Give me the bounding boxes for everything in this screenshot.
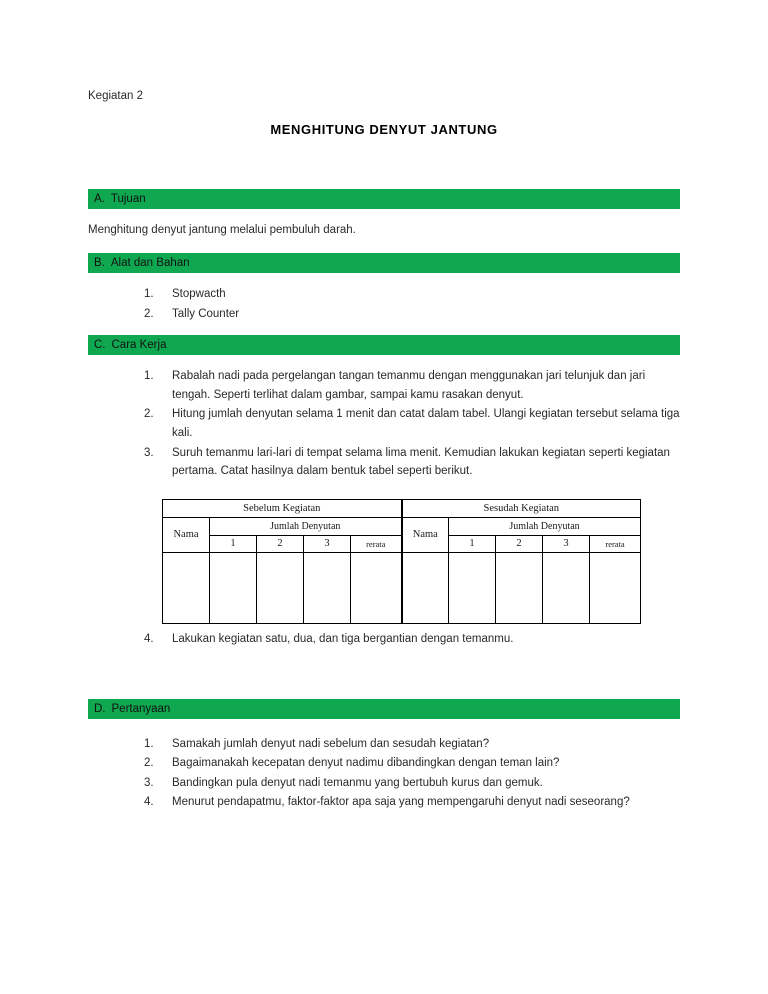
list-item: Suruh temanmu lari-lari di tempat selama lima menit. Kemudian lakukan kegiatan seperti kegiatan pertama. Catat hasilnya dalam bentuk tabel seperti berikut. [172,446,670,478]
table-header-rerata-sebelum: rerata [351,535,402,552]
alat-dan-bahan-list [88,285,680,323]
list-item: Bandingkan pula denyut nadi temanmu yang bertubuh kurus dan gemuk. [172,776,543,789]
table-header-nama-sebelum: Nama [163,517,210,552]
page-title: MENGHITUNG DENYUT JANTUNG [270,122,498,138]
list-item: Menurut pendapatmu, faktor-faktor apa saja yang mempengaruhi denyut nadi seseorang? [172,796,630,809]
table-header-count-2-sebelum: 2 [257,535,304,552]
cara-kerja-list [88,367,680,481]
table-header-rerata-sesudah: rerata [590,535,641,552]
cara-kerja-list-continued [88,630,680,649]
cell-count-3-sesudah[interactable] [543,552,590,623]
list-item: Hitung jumlah denyutan selama 1 menit dan catat dalam tabel. Ulangi kegiatan tersebut selama tiga kali. [172,408,680,440]
cell-rerata-sebelum[interactable] [351,552,402,623]
section-header-alat-dan-bahan [88,253,680,273]
activity-label: Kegiatan 2 [88,90,143,102]
list-item: Stopwacth [172,287,226,300]
section-header-pertanyaan [88,699,680,719]
table-header-count-1-sebelum: 1 [210,535,257,552]
spacer [88,661,680,671]
table-subheader-jumlah-denyutan-sesudah: Jumlah Denyutan [449,517,641,535]
section-letter-b: B. [94,256,105,269]
section-title-cara-kerja: Cara Kerja [111,339,167,352]
section-letter-c: C. [94,339,106,352]
section-title-alat-dan-bahan: Alat dan Bahan [110,256,190,269]
section-title-pertanyaan: Pertanyaan [111,702,171,715]
section-title-tujuan: Tujuan [110,193,146,206]
cell-nama-sebelum[interactable] [163,552,210,623]
table-header-count-1-sesudah: 1 [449,535,496,552]
pertanyaan-list [88,735,680,813]
cell-count-2-sesudah[interactable] [496,552,543,623]
table-header-count-3-sebelum: 3 [304,535,351,552]
table-subheader-jumlah-denyutan-sebelum: Jumlah Denyutan [210,517,402,535]
pulse-table-wrapper [162,499,626,624]
document-content [88,88,680,824]
cell-count-1-sesudah[interactable] [449,552,496,623]
table-header-count-3-sesudah: 3 [543,535,590,552]
section-letter-a: A. [94,193,105,206]
table-group-header-sebelum: Sebelum Kegiatan [163,499,402,517]
tujuan-body: Menghitung denyut jantung melalui pembuluh darah. [88,224,356,237]
list-item: Lakukan kegiatan satu, dua, dan tiga bergantian dengan temanmu. [172,632,514,645]
list-item: Samakah jumlah denyut nadi sebelum dan sesudah kegiatan? [172,737,490,750]
cell-count-1-sebelum[interactable] [210,552,257,623]
section-header-cara-kerja [88,335,680,355]
table-header-nama-sesudah: Nama [402,517,449,552]
list-item: Bagaimanakah kecepatan denyut nadimu dibandingkan dengan teman lain? [172,757,560,770]
list-item: Tally Counter [172,307,240,320]
cell-count-3-sebelum[interactable] [304,552,351,623]
list-item: Rabalah nadi pada pergelangan tangan temanmu dengan menggunakan jari telunjuk dan jari tengah. Seperti terlihat dalam gambar, sampai kamu rasakan denyut. [172,370,646,401]
table-header-count-2-sesudah: 2 [496,535,543,552]
table-group-header-sesudah: Sesudah Kegiatan [402,499,641,517]
cell-count-2-sebelum[interactable] [257,552,304,623]
table-row [163,552,641,623]
cell-nama-sesudah[interactable] [402,552,449,623]
section-header-tujuan [88,189,680,209]
section-letter-d: D. [94,702,106,715]
pulse-count-table [162,499,641,624]
cell-rerata-sesudah[interactable] [590,552,641,623]
